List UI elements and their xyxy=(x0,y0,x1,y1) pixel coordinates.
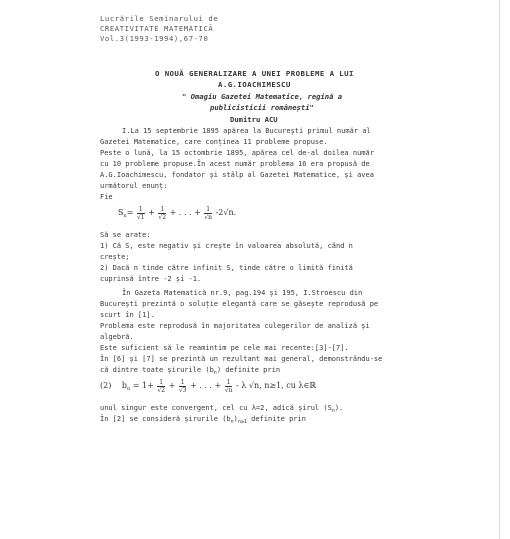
paragraph-line: Gazetei Matematice, care conținea 11 probleme propuse. xyxy=(100,138,328,146)
dedication-line1: " Omagiu Gazetei Matematice, regină a xyxy=(182,92,343,101)
paragraph-line: 1) Că S, este negativ și crește în valoarea absolută, când n xyxy=(100,242,353,250)
formula-bn-equals: = 1+ xyxy=(132,381,154,390)
formula-plus: + xyxy=(148,208,155,217)
formula-bn-symbol: b xyxy=(121,381,128,390)
paragraph-line: cu 10 probleme propuse.În acest număr problema 16 era propusă de xyxy=(100,160,370,168)
paragraph-line: În [6] și [7] se prezintă un rezultant mai general, demonstrându-se xyxy=(100,355,383,363)
dedication-line2: publicisticii românești" xyxy=(210,103,314,112)
paragraph-line: I.La 15 septembrie 1895 apărea la București primul număr al xyxy=(122,127,371,135)
paragraph-line: unul singur este convergent, cel cu λ=2, adică șirul $(S_n)$. xyxy=(100,404,344,414)
paragraph-line: algebră. xyxy=(100,333,134,341)
formula-sn-symbol: S xyxy=(118,208,124,217)
paper-title-line2: A.G.IOACHIMESCU xyxy=(218,80,291,89)
fraction-1-sqrt1: $\frac{1}{√1}$ xyxy=(136,205,145,221)
paragraph-line: crește; xyxy=(100,253,130,261)
journal-name-line: Lucrările Seminarului de xyxy=(100,14,219,23)
paragraph-line: Fie xyxy=(100,193,113,201)
formula-bn: (2) $b_n = 1+$ $\frac{1}{√2}$ + $\frac{1}{√3}$ + . . . + $\frac{1}{√n}$ - λ √n, n≥1, cu λ∈ℝ xyxy=(100,378,317,394)
formula-equals: = xyxy=(126,208,134,217)
formula-tail: -2√n. xyxy=(215,208,237,217)
formula-bn-tail: - λ √n, n≥1, cu λ∈ℝ xyxy=(236,381,317,390)
formula-dots: + . . . + xyxy=(190,381,222,390)
paragraph-line: A.G.Ioachimescu, fondator și stâlp al Gazetei Matematice, și avea xyxy=(100,171,374,179)
formula-bn-subscript: n xyxy=(127,386,131,392)
fraction-1-sqrt2: $\frac{1}{√2}$ xyxy=(158,205,167,221)
paragraph-line: 2) Dacă n tinde către infinit S, tinde către o limită finită xyxy=(100,264,353,272)
fraction-1-sqrt3: $\frac{1}{√3}$ xyxy=(178,378,187,394)
formula-sn-subscript: n xyxy=(123,213,127,219)
paragraph-line: În [2] se consideră șirurile $(b_n)_{n\ge 1}$ definite prin xyxy=(100,415,306,425)
formula-number-2: (2) xyxy=(100,381,112,390)
journal-volume-line: Vol.3(1993-1994),67-70 xyxy=(100,34,209,43)
formula-dots: + . . . + xyxy=(169,208,201,217)
author-name: Dumitru ACU xyxy=(230,115,278,124)
paragraph-line: cuprinsă între -2 și -1. xyxy=(100,275,202,283)
fraction-1-sqrt2: $\frac{1}{√2}$ xyxy=(157,378,166,394)
scan-edge xyxy=(499,0,500,539)
paragraph-line: următorul enunț: xyxy=(100,182,168,190)
fraction-1-sqrtn: $\frac{1}{√n}$ xyxy=(204,205,213,221)
paragraph-line: scurt în [1]. xyxy=(100,311,155,319)
paragraph-line: Este suficient să le reamintim pe cele mai recente:[3]-[7]. xyxy=(100,344,349,352)
paper-title-line1: O NOUĂ GENERALIZARE A UNEI PROBLEME A LUI xyxy=(155,69,354,78)
paragraph-line: În Gazeta Matematică nr.9, pag.194 și 195, I.Stroescu din xyxy=(122,289,363,297)
journal-title-line: CREATIVITATE MATEMATICĂ xyxy=(100,24,214,33)
paragraph-line: Peste o lună, la 15 octombrie 1895, apărea cel de-al doilea număr xyxy=(100,149,374,157)
paragraph-line: Problema este reprodusă în majoritatea culegerilor de analiză și xyxy=(100,322,370,330)
paragraph-line: că dintre toate șirurile $(b_n)$ definite prin xyxy=(100,366,281,376)
paragraph-line: București prezintă o soluție elegantă care se găsește reprodusă pe xyxy=(100,300,379,308)
formula-sn xyxy=(118,205,236,224)
paragraph-line: Să se arate: xyxy=(100,231,151,239)
fraction-1-sqrtn: $\frac{1}{√n}$ xyxy=(224,378,233,394)
